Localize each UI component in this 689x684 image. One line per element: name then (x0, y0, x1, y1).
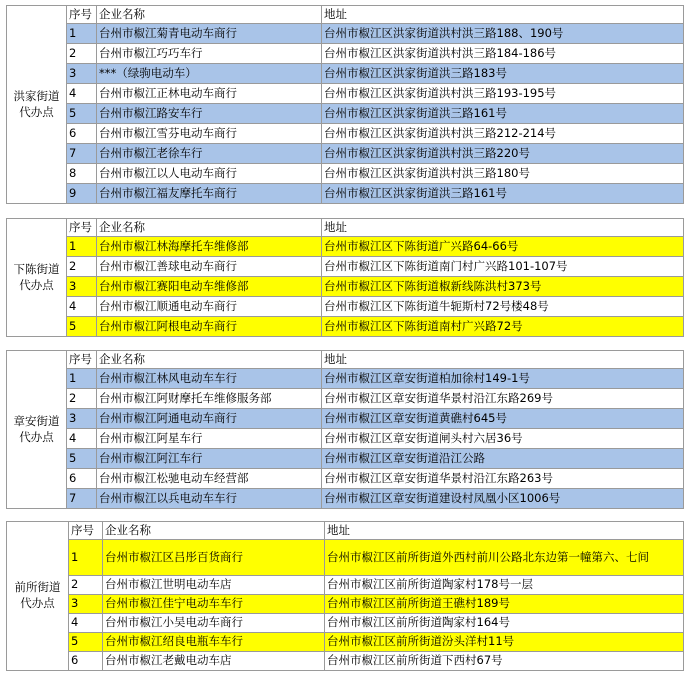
district-label: 章安街道代办点 (7, 351, 67, 509)
row-no: 4 (67, 84, 97, 104)
table-row (7, 389, 684, 409)
row-address: 台州市椒江区洪家街道洪村洪三路193-195号 (322, 84, 684, 104)
table-row (7, 44, 684, 64)
row-address: 台州市椒江区洪家街道洪村洪三路212-214号 (322, 124, 684, 144)
table-row (7, 64, 684, 84)
header-name: 企业名称 (103, 522, 325, 540)
row-company-name: 台州市椒江小吴电动车商行 (103, 614, 325, 633)
row-company-name: 台州市椒江雪芬电动车商行 (97, 124, 322, 144)
row-no: 1 (67, 369, 97, 389)
header-no: 序号 (67, 6, 97, 24)
row-no: 5 (67, 449, 97, 469)
table-row (7, 24, 684, 44)
row-address: 台州市椒江区下陈街道南村广兴路72号 (322, 317, 684, 337)
row-no: 6 (69, 652, 103, 671)
row-address: 台州市椒江区章安街道建设村凤凰小区1006号 (322, 489, 684, 509)
table-row (7, 469, 684, 489)
row-address: 台州市椒江区章安街道华景村沿江东路269号 (322, 389, 684, 409)
header-address: 地址 (322, 6, 684, 24)
row-no: 5 (69, 633, 103, 652)
dealer-table-zhangan (6, 350, 684, 509)
row-company-name: 台州市椒江绍良电瓶车车行 (103, 633, 325, 652)
table-row (7, 257, 684, 277)
row-address: 台州市椒江区下陈街道牛轭斯村72号楼48号 (322, 297, 684, 317)
row-no: 7 (67, 144, 97, 164)
table-row (7, 540, 684, 576)
table-row (7, 489, 684, 509)
header-address: 地址 (325, 522, 684, 540)
row-no: 4 (69, 614, 103, 633)
row-company-name: 台州市椒江顺通电动车商行 (97, 297, 322, 317)
row-no: 3 (67, 277, 97, 297)
row-address: 台州市椒江区洪家街道洪村洪三路220号 (322, 144, 684, 164)
dealer-table-hongjia (6, 5, 684, 204)
row-no: 2 (67, 257, 97, 277)
row-address: 台州市椒江区洪家街道洪村洪三路180号 (322, 164, 684, 184)
row-no: 2 (67, 44, 97, 64)
row-no: 8 (67, 164, 97, 184)
table-row (7, 124, 684, 144)
table-row (7, 369, 684, 389)
table-row (7, 164, 684, 184)
table-row (7, 317, 684, 337)
row-address: 台州市椒江区章安街道黄礁村645号 (322, 409, 684, 429)
row-no: 7 (67, 489, 97, 509)
row-address: 台州市椒江区下陈街道广兴路64-66号 (322, 237, 684, 257)
header-address: 地址 (322, 351, 684, 369)
row-address: 台州市椒江区前所街道汾头洋村11号 (325, 633, 684, 652)
district-label: 下陈街道代办点 (7, 219, 67, 337)
table-row (7, 144, 684, 164)
row-no: 3 (67, 64, 97, 84)
row-no: 1 (67, 237, 97, 257)
row-company-name: 台州市椒江老徐车行 (97, 144, 322, 164)
row-company-name: 台州市椒江菊青电动车商行 (97, 24, 322, 44)
table-row (7, 576, 684, 595)
row-no: 9 (67, 184, 97, 204)
row-company-name: 台州市椒江正林电动车商行 (97, 84, 322, 104)
header-name: 企业名称 (97, 219, 322, 237)
row-no: 3 (69, 595, 103, 614)
table-row (7, 237, 684, 257)
row-company-name: 台州市椒江阿星车行 (97, 429, 322, 449)
table-row (7, 297, 684, 317)
row-company-name: 台州市椒江老戴电动车店 (103, 652, 325, 671)
row-company-name: 台州市椒江赛阳电动车维修部 (97, 277, 322, 297)
row-address: 台州市椒江区前所街道王礁村189号 (325, 595, 684, 614)
row-company-name: 台州市椒江路安车行 (97, 104, 322, 124)
row-address: 台州市椒江区章安街道闸头村六居36号 (322, 429, 684, 449)
table-row (7, 409, 684, 429)
table-row (7, 652, 684, 671)
dealer-table-xiachen (6, 218, 684, 337)
table-row (7, 84, 684, 104)
row-no: 5 (67, 317, 97, 337)
row-no: 6 (67, 469, 97, 489)
row-address: 台州市椒江区章安街道华景村沿江东路263号 (322, 469, 684, 489)
table-row (7, 614, 684, 633)
row-company-name: 台州市椒江林海摩托车维修部 (97, 237, 322, 257)
row-no: 4 (67, 297, 97, 317)
row-company-name: 台州市椒江以兵电动车车行 (97, 489, 322, 509)
row-company-name: ***（绿驹电动车） (97, 64, 322, 84)
row-company-name: 台州市椒江阿江车行 (97, 449, 322, 469)
header-address: 地址 (322, 219, 684, 237)
row-address: 台州市椒江区前所街道下西村67号 (325, 652, 684, 671)
row-address: 台州市椒江区洪家街道洪村洪三路188、190号 (322, 24, 684, 44)
row-address: 台州市椒江区前所街道陶家村164号 (325, 614, 684, 633)
row-company-name: 台州市椒江林风电动车车行 (97, 369, 322, 389)
row-company-name: 台州市椒江以人电动车商行 (97, 164, 322, 184)
table-row (7, 277, 684, 297)
table-row (7, 633, 684, 652)
row-address: 台州市椒江区前所街道外西村前川公路北东边第一幢第六、七间 (325, 540, 684, 576)
row-address: 台州市椒江区章安街道柏加徐村149-1号 (322, 369, 684, 389)
row-address: 台州市椒江区下陈街道椒新线陈洪村373号 (322, 277, 684, 297)
row-no: 3 (67, 409, 97, 429)
district-label: 前所街道代办点 (7, 522, 69, 671)
row-no: 1 (67, 24, 97, 44)
row-address: 台州市椒江区洪家街道洪三路161号 (322, 184, 684, 204)
row-address: 台州市椒江区章安街道沿江公路 (322, 449, 684, 469)
row-company-name: 台州市椒江松驰电动车经营部 (97, 469, 322, 489)
table-row (7, 595, 684, 614)
header-no: 序号 (67, 219, 97, 237)
table-row (7, 429, 684, 449)
row-no: 5 (67, 104, 97, 124)
row-address: 台州市椒江区洪家街道洪三路161号 (322, 104, 684, 124)
row-address: 台州市椒江区洪家街道洪三路183号 (322, 64, 684, 84)
row-address: 台州市椒江区下陈街道南门村广兴路101-107号 (322, 257, 684, 277)
row-no: 2 (67, 389, 97, 409)
row-address: 台州市椒江区前所街道陶家村178号一层 (325, 576, 684, 595)
row-no: 4 (67, 429, 97, 449)
row-company-name: 台州市椒江阿财摩托车维修服务部 (97, 389, 322, 409)
header-name: 企业名称 (97, 6, 322, 24)
row-company-name: 台州市椒江佳宁电动车车行 (103, 595, 325, 614)
row-company-name: 台州市椒江区吕彤百货商行 (103, 540, 325, 576)
table-row (7, 449, 684, 469)
row-no: 1 (69, 540, 103, 576)
district-label: 洪家街道代办点 (7, 6, 67, 204)
header-no: 序号 (69, 522, 103, 540)
row-company-name: 台州市椒江阿通电动车商行 (97, 409, 322, 429)
header-name: 企业名称 (97, 351, 322, 369)
header-no: 序号 (67, 351, 97, 369)
row-company-name: 台州市椒江善球电动车商行 (97, 257, 322, 277)
row-company-name: 台州市椒江阿根电动车商行 (97, 317, 322, 337)
row-company-name: 台州市椒江世明电动车店 (103, 576, 325, 595)
row-company-name: 台州市椒江福友摩托车商行 (97, 184, 322, 204)
table-row (7, 104, 684, 124)
table-row (7, 184, 684, 204)
row-no: 2 (69, 576, 103, 595)
dealer-table-qiansuo (6, 521, 684, 671)
row-company-name: 台州市椒江巧巧车行 (97, 44, 322, 64)
row-address: 台州市椒江区洪家街道洪村洪三路184-186号 (322, 44, 684, 64)
row-no: 6 (67, 124, 97, 144)
